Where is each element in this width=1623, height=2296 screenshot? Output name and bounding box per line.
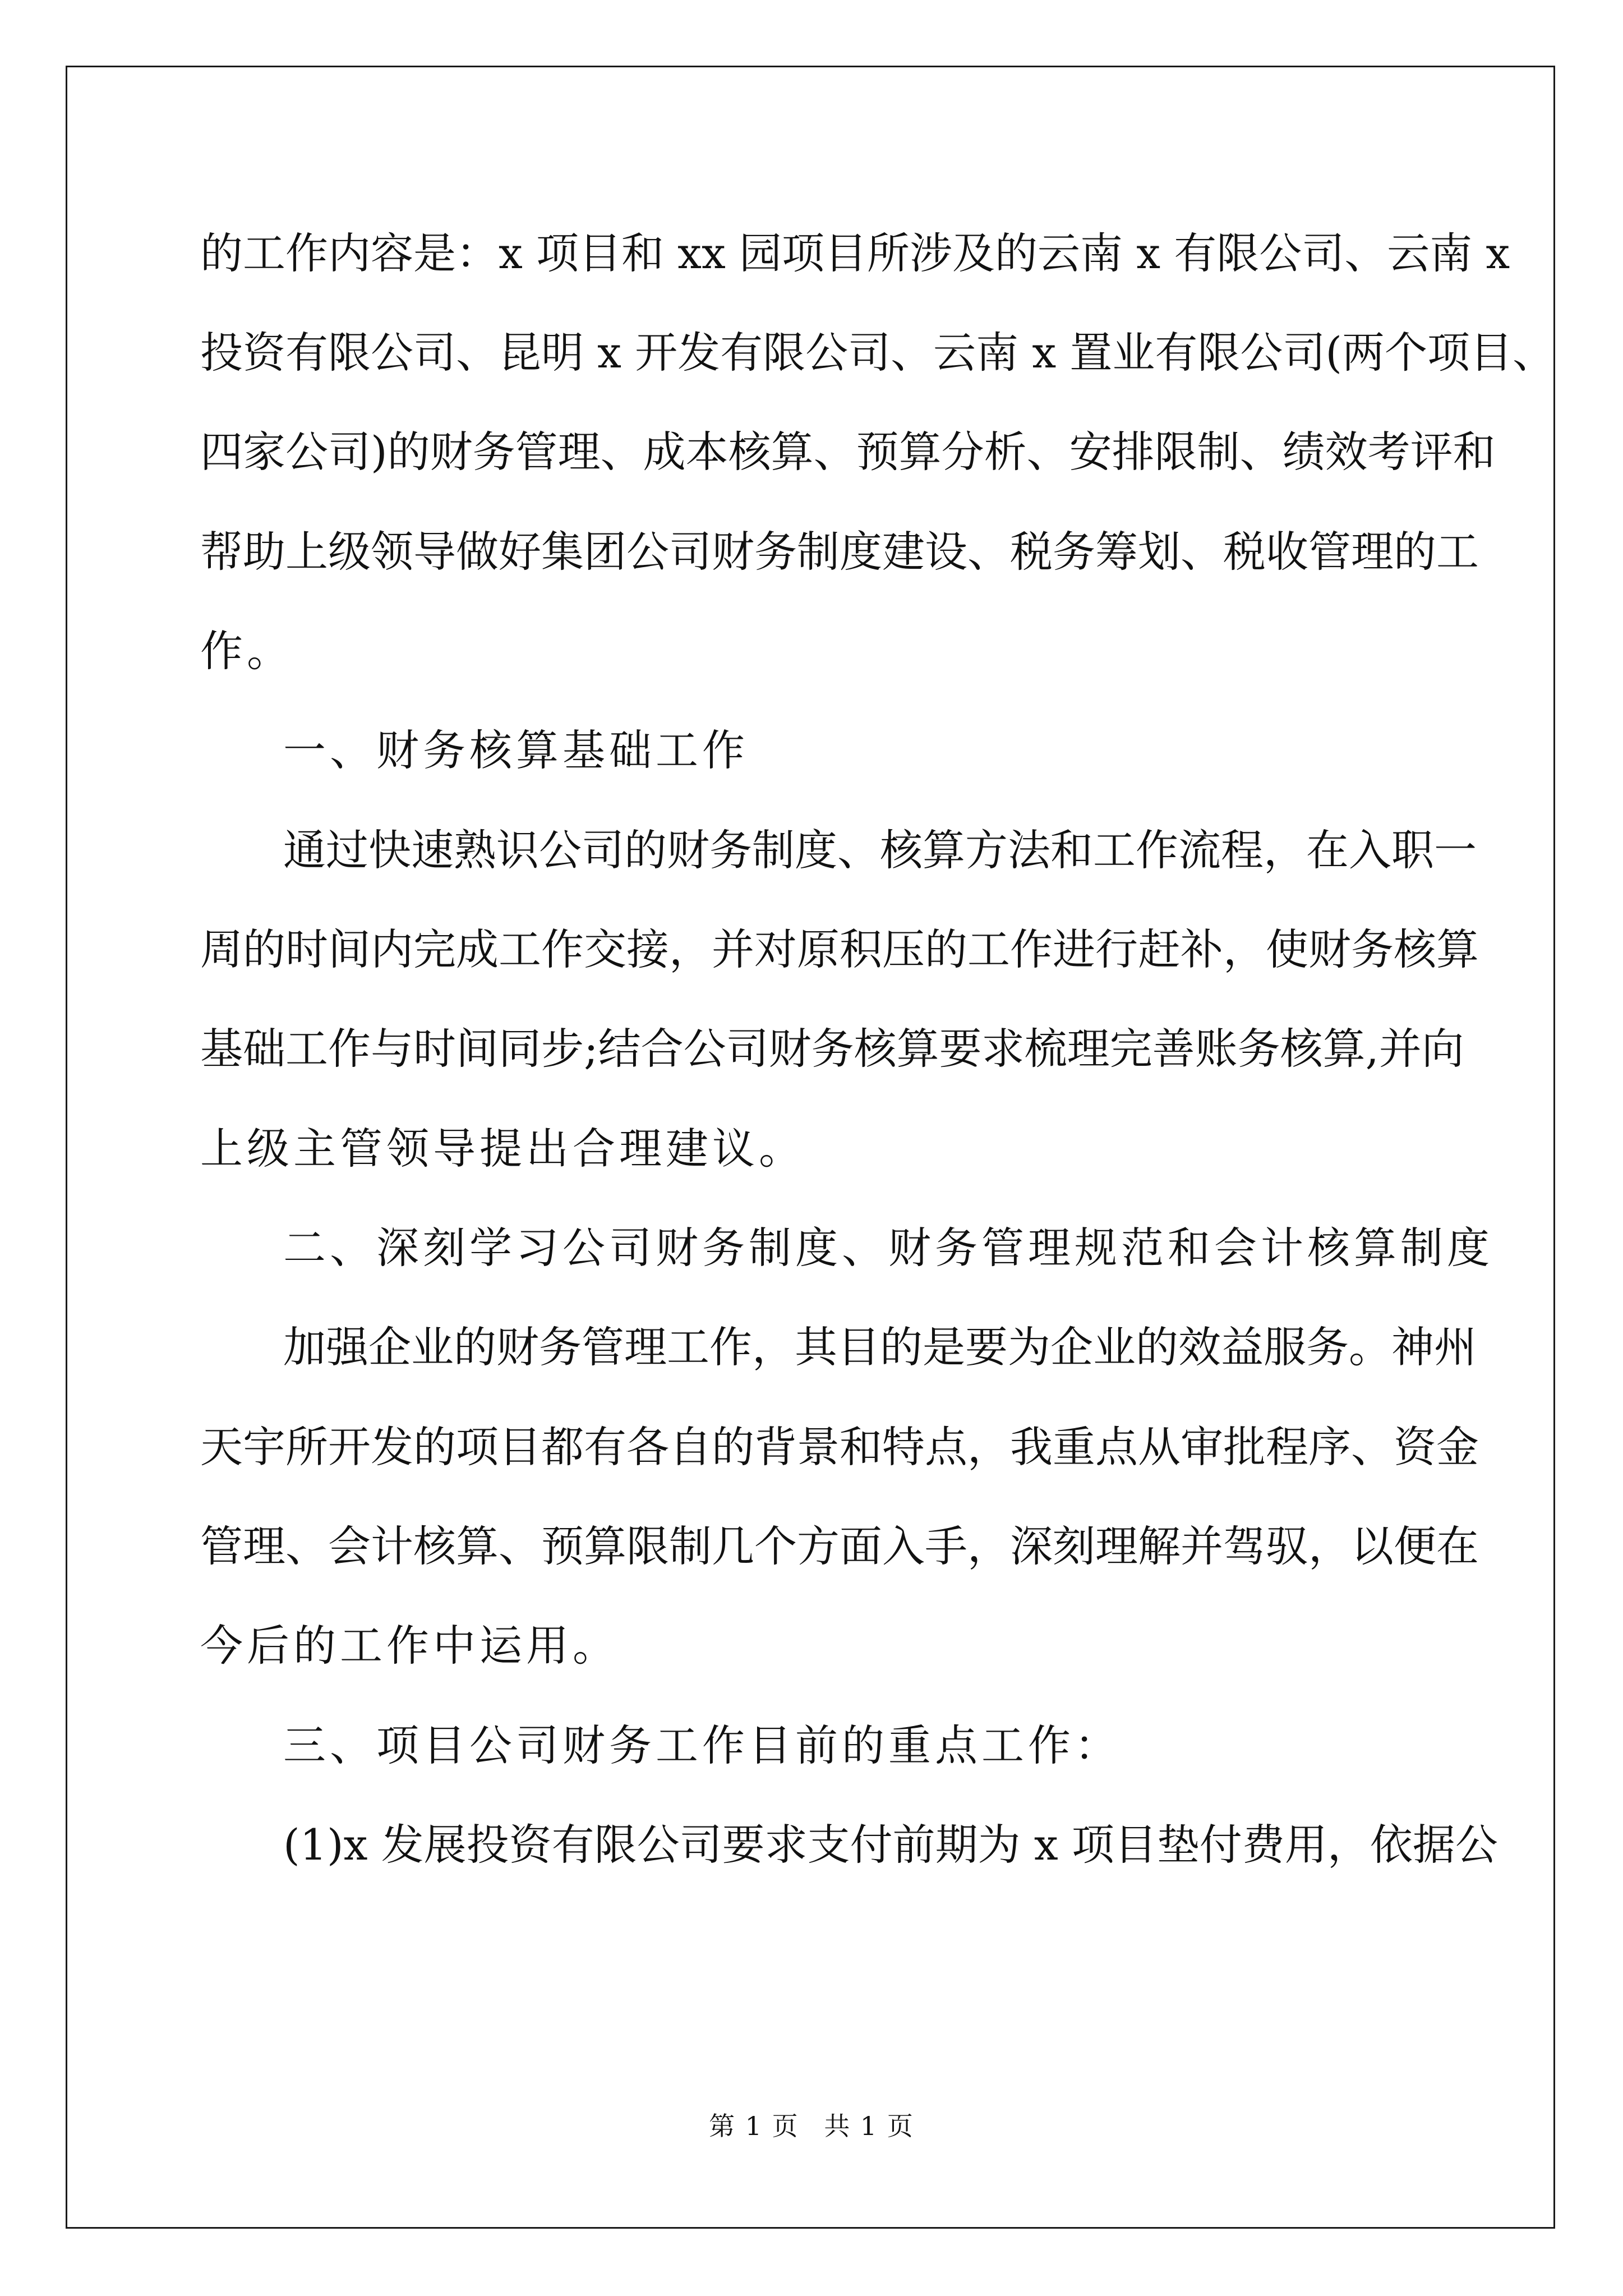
body-line: 四家公司)的财务管理、成本核算、预算分析、安排限制、绩效考评和 <box>200 427 1496 477</box>
section-heading: 一、财务核算基础工作 <box>283 725 749 775</box>
section-heading: 三、项目公司财务工作目前的重点工作： <box>283 1720 1121 1770</box>
body-line: 作。 <box>200 626 293 676</box>
body-line: 上级主管领导提出合理建议。 <box>200 1124 805 1174</box>
body-line: (1)x 发展投资有限公司要求支付前期为 x 项目垫付费用，依据公 <box>283 1820 1498 1870</box>
body-line: 的工作内容是：x 项目和 xx 园项目所涉及的云南 x 有限公司、云南 x <box>200 228 1510 278</box>
body-line: 今后的工作中运用。 <box>200 1621 619 1671</box>
section-heading: 二、深刻学习公司财务制度、财务管理规范和会计核算制度 <box>283 1223 1493 1273</box>
body-line: 周的时间内完成工作交接，并对原积压的工作进行赶补，使财务核算 <box>200 924 1479 974</box>
page-footer <box>0 2109 1623 2143</box>
body-line: 天宇所开发的项目都有各自的背景和特点，我重点从审批程序、资金 <box>200 1422 1479 1472</box>
body-line: 加强企业的财务管理工作，其目的是要为企业的效益服务。神州 <box>283 1322 1477 1372</box>
body-line: 管理、会计核算、预算限制几个方面入手，深刻理解并驾驭，以便在 <box>200 1521 1479 1571</box>
body-line: 帮助上级领导做好集团公司财务制度建设、税务筹划、税收管理的工 <box>200 527 1479 577</box>
body-line: 投资有限公司、昆明 x 开发有限公司、云南 x 置业有限公司(两个项目、 <box>200 328 1556 378</box>
page-number: 第 1 页 <box>709 2111 799 2141</box>
body-line: 通过快速熟识公司的财务制度、核算方法和工作流程，在入职一 <box>283 825 1477 875</box>
body-line: 基础工作与时间同步;结合公司财务核算要求梳理完善账务核算,并向 <box>200 1024 1464 1074</box>
page-total: 共 1 页 <box>824 2111 914 2141</box>
